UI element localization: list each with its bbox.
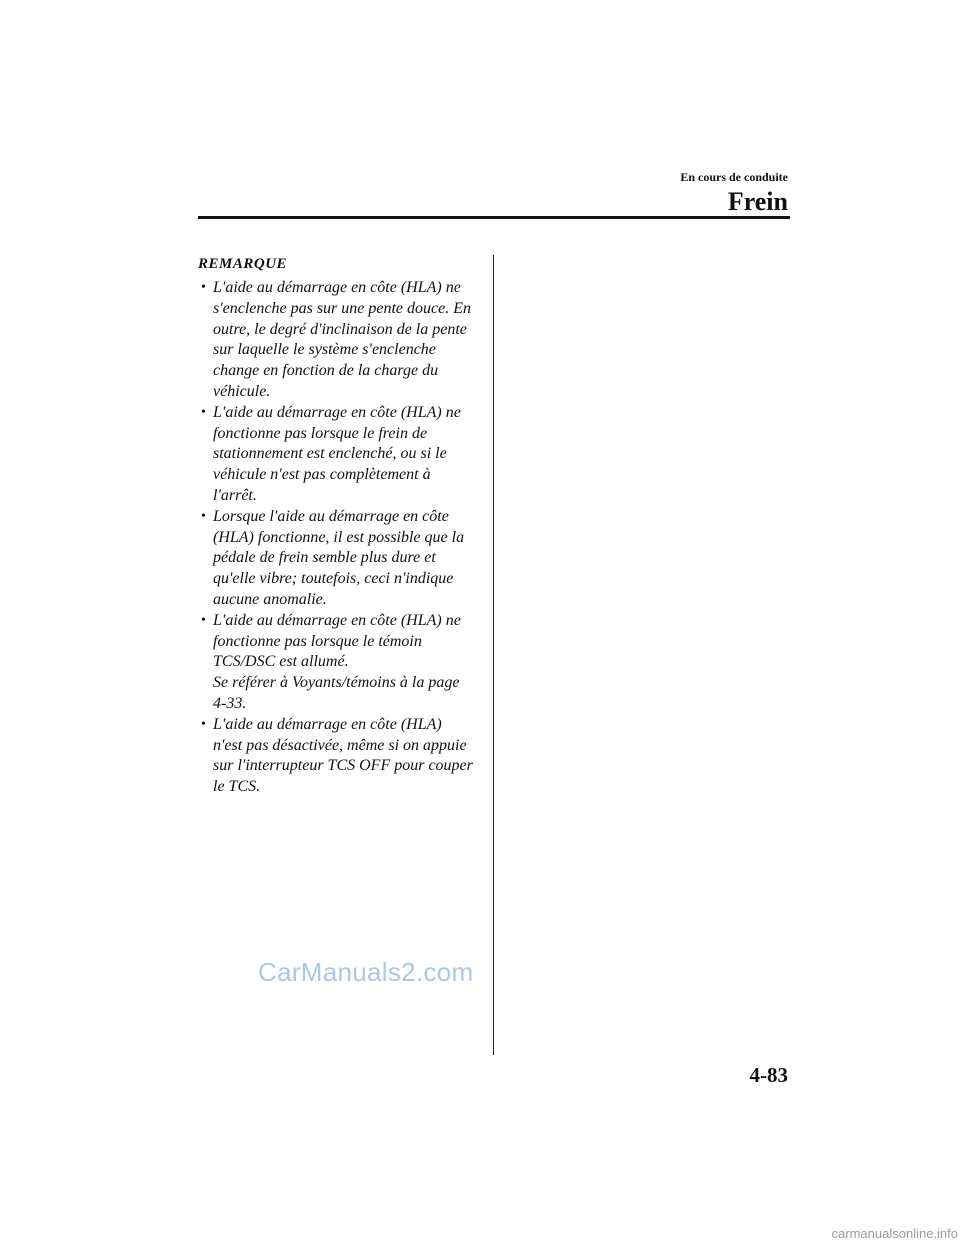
- note-line: s'enclenche pas sur une pente douce. En: [213, 299, 472, 317]
- note-line: Lorsque l'aide au démarrage en côte: [213, 507, 449, 525]
- header-rule: [198, 216, 790, 219]
- note-item: [198, 507, 480, 611]
- note-line: L'aide au démarrage en côte (HLA) ne: [213, 403, 461, 421]
- chapter-title: Frein: [727, 187, 788, 216]
- note-line: sur l'interrupteur TCS OFF pour couper: [213, 757, 473, 775]
- note-line: (HLA) fonctionne, il est possible que la: [213, 528, 465, 546]
- note-line: véhicule n'est pas complètement à: [213, 466, 431, 484]
- note-line: fonctionne pas lorsque le frein de: [213, 424, 428, 442]
- note-line: fonctionne pas lorsque le témoin: [213, 632, 422, 650]
- column-divider: [493, 255, 494, 1055]
- note-line: qu'elle vibre; toutefois, ceci n'indique: [213, 570, 454, 588]
- note-line: véhicule.: [213, 382, 271, 400]
- note-line: Se référer à Voyants/témoins à la page: [213, 674, 460, 692]
- footer-watermark: carmanualsonline.info: [831, 1226, 958, 1241]
- note-line: change en fonction de la charge du: [213, 362, 439, 380]
- note-line: stationnement est enclenché, ou si le: [213, 445, 447, 463]
- bullet-icon: •: [201, 716, 206, 732]
- note-line: l'arrêt.: [213, 486, 257, 504]
- note-line: outre, le degré d'inclinaison de la pente: [213, 320, 467, 338]
- note-item: [198, 715, 480, 798]
- note-line: le TCS.: [213, 778, 261, 796]
- note-line: 4-33.: [213, 694, 247, 712]
- note-line: aucune anomalie.: [213, 590, 327, 608]
- bullet-icon: •: [201, 612, 206, 628]
- bullet-icon: •: [201, 404, 206, 420]
- watermark-logo: CarManuals2.com: [258, 957, 474, 987]
- note-line: n'est pas désactivée, même si on appuie: [213, 736, 467, 754]
- note-line: L'aide au démarrage en côte (HLA): [213, 715, 442, 733]
- note-section: [198, 254, 480, 798]
- note-item: [198, 278, 480, 403]
- note-line: L'aide au démarrage en côte (HLA) ne: [213, 279, 461, 296]
- page-number: 4-83: [749, 1063, 788, 1087]
- bullet-icon: •: [201, 280, 206, 295]
- page-header: [680, 170, 788, 217]
- note-heading: REMARQUE: [198, 256, 288, 272]
- note-line: TCS/DSC est allumé.: [213, 653, 349, 671]
- bullet-icon: •: [201, 508, 206, 524]
- note-list: [198, 278, 480, 798]
- note-item: [198, 611, 480, 715]
- note-line: L'aide au démarrage en côte (HLA) ne: [213, 611, 461, 629]
- note-line: pédale de frein semble plus dure et: [213, 549, 436, 567]
- note-line: sur laquelle le système s'enclenche: [213, 341, 436, 359]
- section-label: En cours de conduite: [680, 170, 788, 184]
- note-item: [198, 403, 480, 507]
